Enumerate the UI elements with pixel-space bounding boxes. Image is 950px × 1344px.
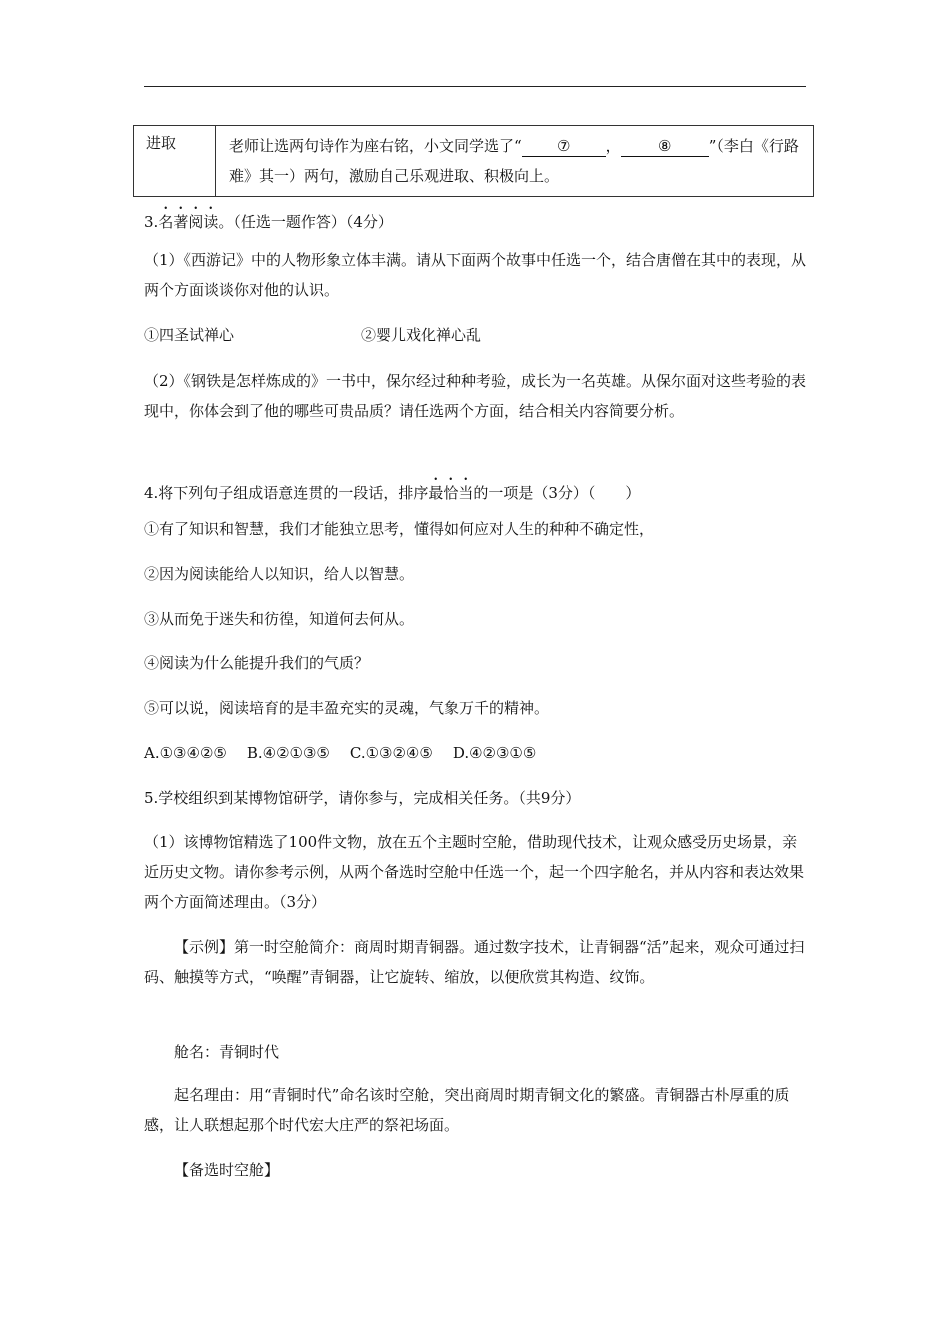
q3-option-2: ②婴儿戏化禅心乱 (361, 326, 482, 344)
header-rule (144, 86, 806, 87)
q5-part1: （1）该博物馆精选了100件文物，放在五个主题时空舱，借助现代技术，让观众感受历史场景，亲近历史文物。请你参考示例，从两个备选时空舱中任选一个，起一个四字舱名，并从内容和表达效果两个方面简述理由。（3分） (144, 833, 805, 911)
q3-option-1: ①四圣试禅心 (144, 326, 235, 344)
table-content (229, 131, 804, 191)
q3-number: 3. (144, 213, 159, 231)
q3-part2: （2）《钢铁是怎样炼成的》一书中，保尔经过种种考验，成长为一名英雄。从保尔面对这些考验的表现中，你体会到了他的哪些可贵品质？请任选两个方面，结合相关内容简要分析。 (144, 372, 807, 420)
q5-example: 【示例】第一时空舱简介：商周时期青铜器。通过数字技术，让青铜器“活”起来，观众可通过扫码、触摸等方式，“唤醒”青铜器，让它旋转、缩放，以便欣赏其构造、纹饰。 (144, 938, 805, 986)
q3-part1: （1）《西游记》中的人物形象立体丰满。请从下面两个故事中任选一个，结合唐僧在其中的表现，从两个方面谈谈你对他的认识。 (144, 251, 807, 299)
q4-option-c[interactable]: C.①③②④⑤ (349, 744, 433, 762)
q4-option-d[interactable]: D.④②③①⑤ (452, 744, 537, 762)
blank-7[interactable]: ⑦ (522, 136, 606, 157)
q3-options (144, 325, 481, 345)
q5-backup-title: 【备选时空舱】 (174, 1161, 280, 1179)
q5-reason: 起名理由：用“青铜时代”命名该时空舱，突出商周时期青铜文化的繁盛。青铜器古朴厚重的质感，让人联想起那个时代宏大庄严的祭祀场面。 (144, 1086, 790, 1134)
q4-sentence-1: ①有了知识和智慧，我们才能独立思考，懂得如何应对人生的种种不确定性， (144, 520, 655, 538)
q4-heading (144, 475, 640, 503)
q4-option-a[interactable]: A.①③④②⑤ (144, 744, 227, 762)
q5-heading: 5.学校组织到某博物馆研学，请你参与，完成相关任务。（共9分） (144, 789, 581, 807)
table-text-before: 老师让选两句诗作为座右铭，小文同学选了“ (229, 137, 522, 155)
q4-options (144, 743, 556, 763)
blank-8[interactable]: ⑧ (621, 136, 709, 157)
q4-sentence-2: ②因为阅读能给人以知识，给人以智慧。 (144, 565, 415, 583)
table-label: 进取 (134, 126, 216, 196)
q4-emphasis: 最恰当 (428, 484, 474, 502)
q4-heading-start: 4.将下列句子组成语意连贯的一段话，排序 (144, 484, 429, 502)
poem-table (133, 125, 814, 197)
q3-heading-rest: 。（任选一题作答）（4分） (218, 213, 393, 231)
q4-heading-rest: 的一项是（3分）（ ） (473, 484, 641, 502)
q3-emphasis: 名著阅读 (158, 213, 219, 231)
q5-cabin-name: 舱名：青铜时代 (174, 1043, 280, 1061)
q4-sentence-3: ③从而免于迷失和彷徨，知道何去何从。 (144, 610, 415, 628)
table-comma: ， (605, 137, 621, 155)
q4-option-b[interactable]: B.④②①③⑤ (246, 744, 330, 762)
q4-sentence-5: ⑤可以说，阅读培育的是丰盈充实的灵魂，气象万千的精神。 (144, 699, 550, 717)
q4-sentence-4: ④阅读为什么能提升我们的气质？ (144, 654, 370, 672)
q3-heading (144, 204, 393, 232)
table-text-after: ”（李白《行路难》其一）两句，激励自己乐观进取、积极向上。 (229, 137, 799, 185)
